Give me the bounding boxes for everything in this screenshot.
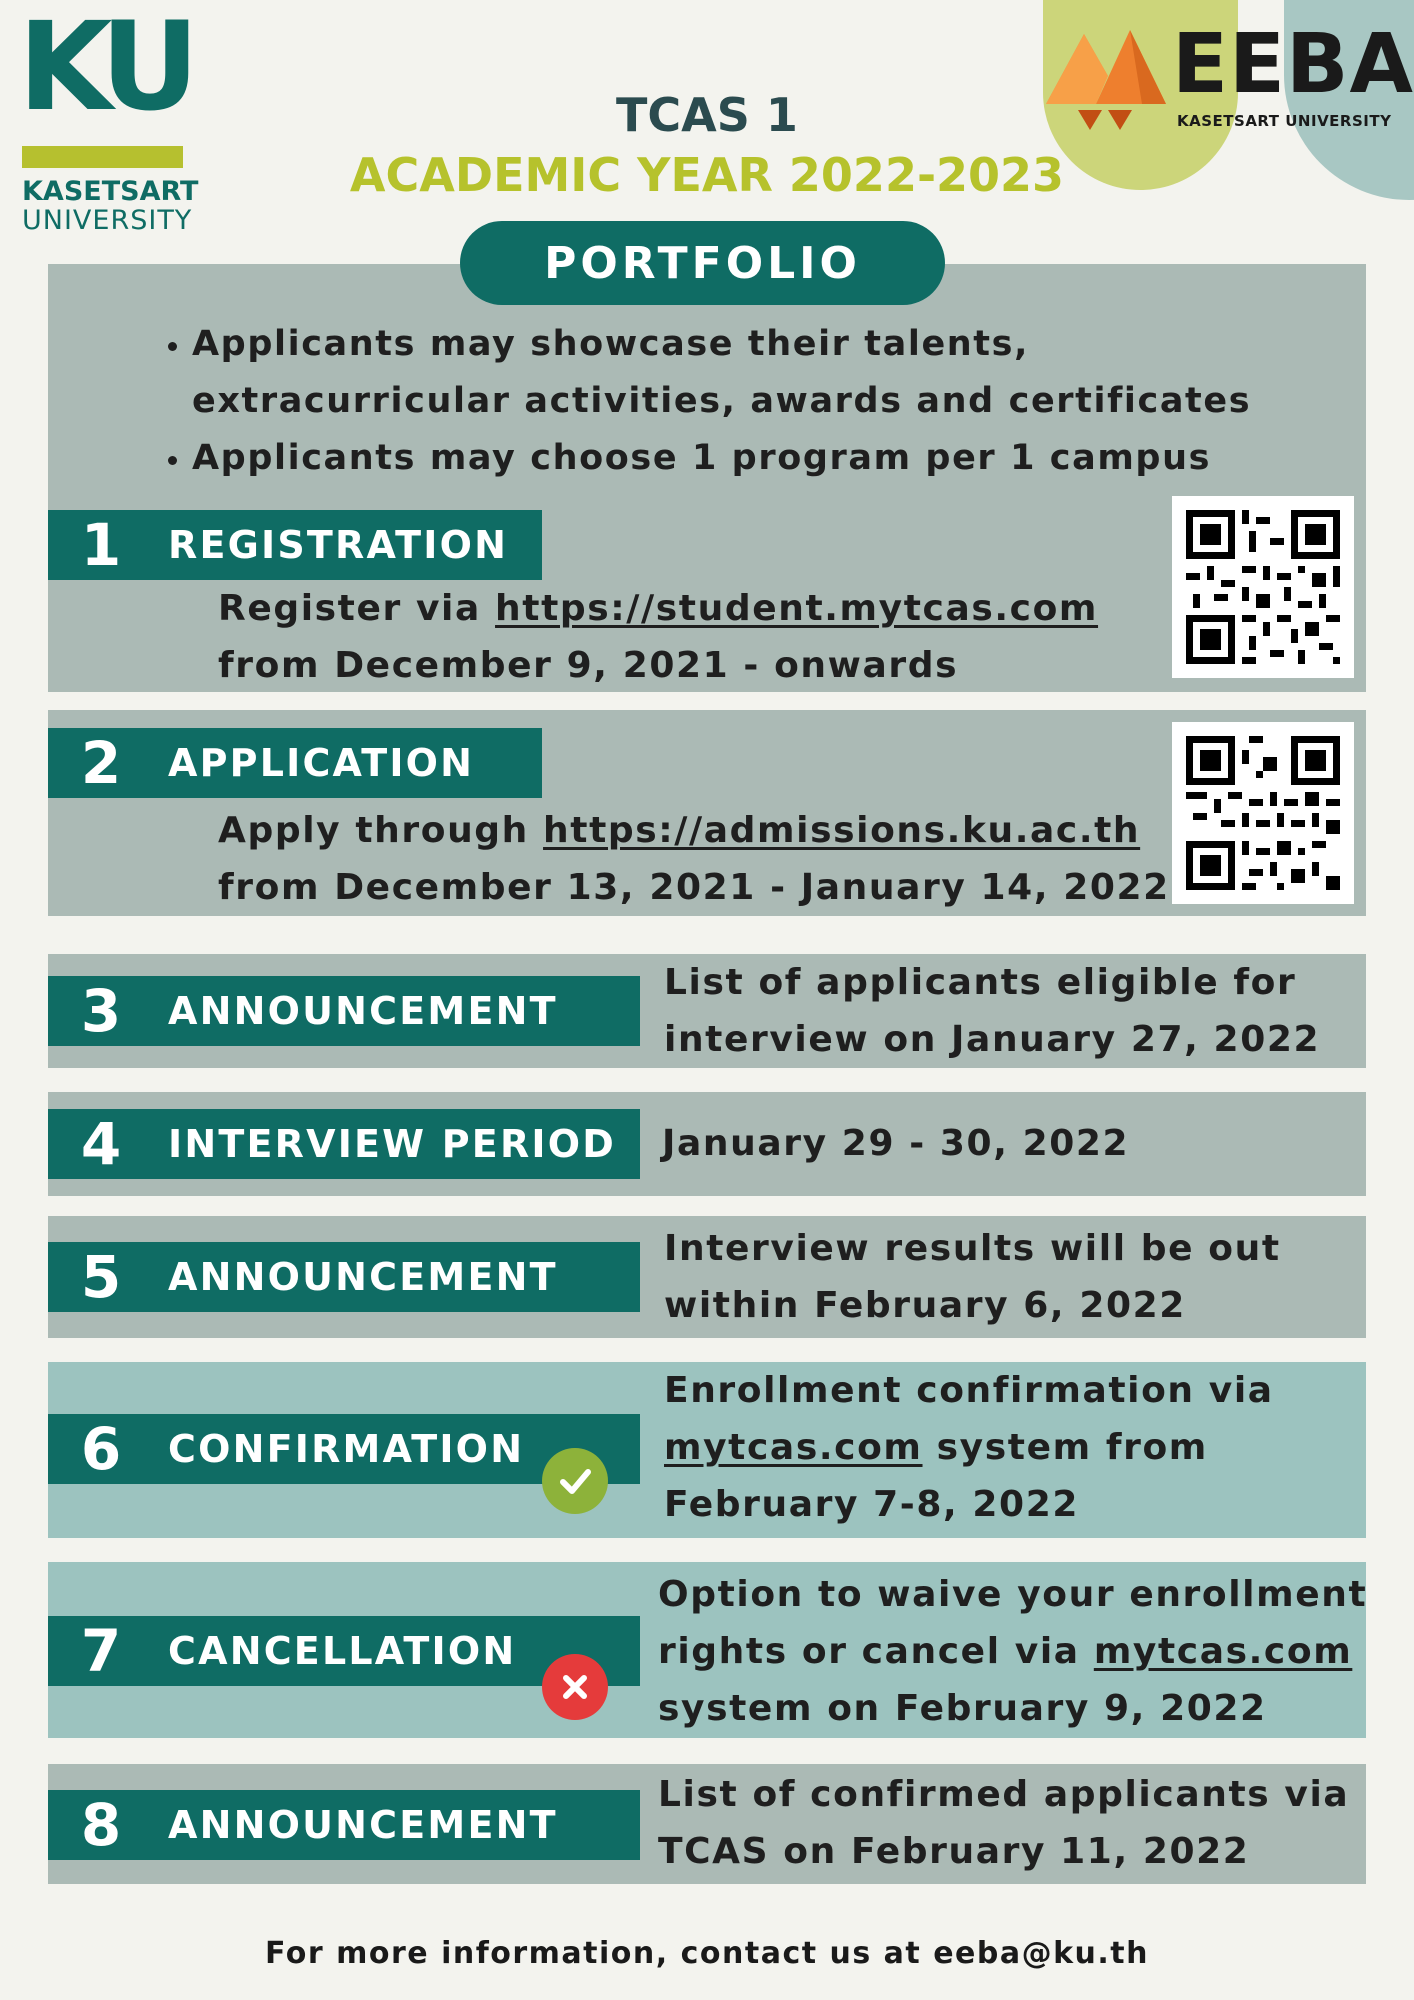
step-6-line1: Enrollment confirmation via xyxy=(664,1370,1274,1411)
step-number: 1 xyxy=(80,511,122,579)
cancellation-link[interactable]: mytcas.com xyxy=(1093,1631,1353,1672)
step-number: 5 xyxy=(80,1243,122,1311)
application-qr-code[interactable] xyxy=(1172,722,1354,904)
step-number: 6 xyxy=(80,1415,122,1483)
step-1-label xyxy=(48,510,542,580)
intro-bullet-2: • Applicants may choose 1 program per 1 campus xyxy=(192,430,1252,487)
step-title: CONFIRMATION xyxy=(168,1427,525,1471)
step-8-line1: List of confirmed applicants via xyxy=(658,1774,1350,1815)
step-2-label xyxy=(48,728,542,798)
step-title: ANNOUNCEMENT xyxy=(168,1255,558,1299)
step-title: ANNOUNCEMENT xyxy=(168,989,558,1033)
step-number: 2 xyxy=(80,729,122,797)
step-7-text xyxy=(658,1566,1367,1737)
application-link[interactable]: https://admissions.ku.ac.th xyxy=(543,810,1141,851)
step-4-line1: January 29 - 30, 2022 xyxy=(662,1123,1130,1164)
step-title: REGISTRATION xyxy=(168,523,509,567)
step-number: 3 xyxy=(80,977,122,1045)
eeba-logo-subtitle: KASETSART UNIVERSITY xyxy=(1177,112,1392,130)
page-subtitle: ACADEMIC YEAR 2022-2023 xyxy=(349,148,1065,202)
page-title: TCAS 1 xyxy=(616,88,798,142)
step-1-line1-prefix: Register via xyxy=(218,588,496,629)
eeba-logo-text: EEBA xyxy=(1172,17,1414,112)
step-2-text xyxy=(218,802,1170,916)
step-5-text xyxy=(664,1220,1281,1334)
ku-logo-name-line1: KASETSART xyxy=(22,176,199,207)
step-5-label xyxy=(48,1242,640,1312)
step-7-line3: system on February 9, 2022 xyxy=(658,1688,1267,1729)
step-title: CANCELLATION xyxy=(168,1629,517,1673)
step-1-line2: from December 9, 2021 - onwards xyxy=(218,645,959,686)
portfolio-pill: PORTFOLIO xyxy=(460,221,945,305)
step-5-line2: within February 6, 2022 xyxy=(664,1285,1186,1326)
step-number: 8 xyxy=(80,1791,122,1859)
step-title: INTERVIEW PERIOD xyxy=(168,1122,616,1166)
x-icon xyxy=(542,1654,608,1720)
qr-code-icon xyxy=(1172,496,1354,678)
step-3-line1: List of applicants eligible for xyxy=(664,962,1297,1003)
step-title: APPLICATION xyxy=(168,741,475,785)
step-6-line3: February 7-8, 2022 xyxy=(664,1484,1079,1525)
step-title: ANNOUNCEMENT xyxy=(168,1803,558,1847)
step-6-line2-suffix: system from xyxy=(922,1427,1208,1468)
step-number: 4 xyxy=(80,1110,122,1178)
step-2-line1-prefix: Apply through xyxy=(218,810,544,851)
step-3-line2: interview on January 27, 2022 xyxy=(664,1019,1321,1060)
step-4-text xyxy=(662,1115,1129,1172)
step-8-label xyxy=(48,1790,640,1860)
ku-logo-letters: KU xyxy=(18,0,190,138)
step-5-line1: Interview results will be out xyxy=(664,1228,1281,1269)
intro-bullet-1: • Applicants may showcase their talents, extracurricular activities, awards and certificates xyxy=(192,316,1252,430)
step-7-line2-prefix: rights or cancel via xyxy=(658,1631,1094,1672)
step-number: 7 xyxy=(80,1617,122,1685)
check-icon xyxy=(542,1448,608,1514)
step-3-label xyxy=(48,976,640,1046)
footer-contact: For more information, contact us at eeba@ku.th xyxy=(264,1936,1150,1971)
intro-bullets xyxy=(150,316,1252,487)
step-7-line1: Option to waive your enrollment xyxy=(658,1574,1368,1615)
step-2-line2: from December 13, 2021 - January 14, 2022 xyxy=(218,867,1170,908)
step-4-label xyxy=(48,1109,640,1179)
step-8-line2: TCAS on February 11, 2022 xyxy=(658,1831,1250,1872)
ku-logo-name-line2: UNIVERSITY xyxy=(22,205,193,236)
step-1-text xyxy=(218,580,1098,694)
step-3-text xyxy=(664,954,1320,1068)
registration-qr-code[interactable] xyxy=(1172,496,1354,678)
qr-code-icon xyxy=(1172,722,1354,904)
confirmation-link[interactable]: mytcas.com xyxy=(664,1427,923,1468)
step-8-text xyxy=(658,1766,1349,1880)
step-6-text xyxy=(664,1362,1274,1533)
registration-link[interactable]: https://student.mytcas.com xyxy=(495,588,1099,629)
